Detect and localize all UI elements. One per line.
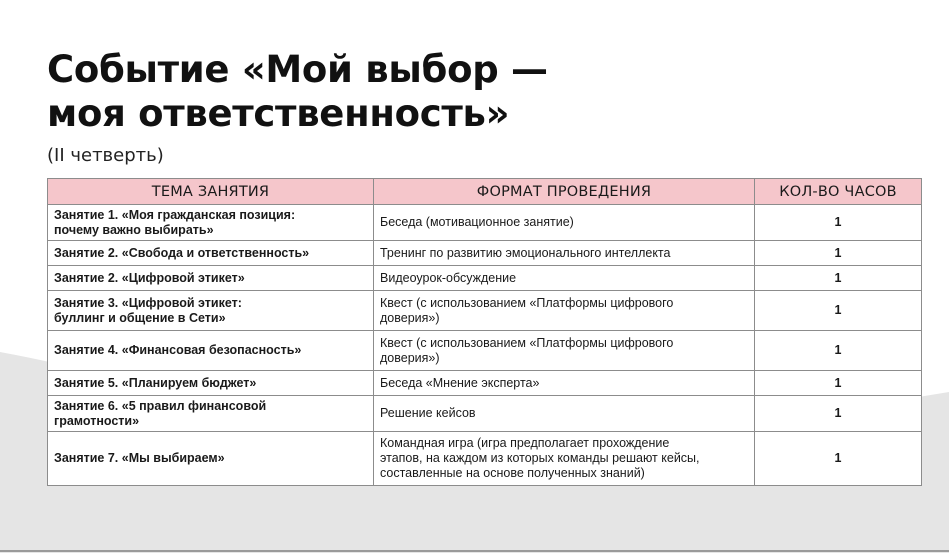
page-title <box>47 48 548 136</box>
header-hours: КОЛ-ВО ЧАСОВ <box>755 179 922 205</box>
table-header-row <box>48 179 922 205</box>
title-line-1: Событие «Мой выбор — <box>47 48 548 91</box>
header-format: ФОРМАТ ПРОВЕДЕНИЯ <box>374 179 755 205</box>
format-cell-line: Решение кейсов <box>380 406 476 420</box>
topic-cell-line: Занятие 7. «Мы выбираем» <box>54 451 225 465</box>
hours-cell: 1 <box>755 266 922 291</box>
table-row <box>48 396 922 432</box>
format-cell <box>374 432 755 486</box>
format-cell-line: доверия») <box>380 310 440 325</box>
format-cell <box>374 331 755 371</box>
format-cell-line: Тренинг по развитию эмоционального интеллекта <box>380 245 671 260</box>
schedule-table <box>47 178 922 486</box>
hours-cell: 1 <box>755 396 922 432</box>
topic-cell-line: Занятие 4. «Финансовая безопасность» <box>54 343 302 357</box>
topic-cell <box>48 396 374 432</box>
table-row <box>48 241 922 266</box>
hours-cell: 1 <box>755 432 922 486</box>
topic-cell-line: Занятие 2. «Свобода и ответственность» <box>54 245 310 260</box>
topic-cell-line: Занятие 3. «Цифровой этикет: <box>54 295 242 310</box>
hours-cell: 1 <box>755 205 922 241</box>
topic-cell-line: Занятие 5. «Планируем бюджет» <box>54 375 257 390</box>
topic-cell <box>48 241 374 266</box>
topic-cell-line: буллинг и общение в Сети» <box>54 310 226 325</box>
format-cell-line: Квест (с использованием «Платформы цифрового <box>380 335 674 350</box>
topic-cell-line: Занятие 2. «Цифровой этикет» <box>54 270 245 285</box>
subtitle-quarter: (II четверть) <box>47 145 164 166</box>
format-cell <box>374 291 755 331</box>
format-cell <box>374 371 755 396</box>
table-row <box>48 291 922 331</box>
header-topic: ТЕМА ЗАНЯТИЯ <box>48 179 374 205</box>
format-cell-line: этапов, на каждом из которых команды решают кейсы, <box>380 451 700 465</box>
format-cell-line: Беседа «Мнение эксперта» <box>380 375 540 390</box>
topic-cell <box>48 205 374 241</box>
table-body <box>48 205 922 486</box>
topic-cell-line: почему важно выбирать» <box>54 222 214 237</box>
format-cell-line: составленные на основе полученных знаний) <box>380 466 645 480</box>
title-line-2: моя ответственность» <box>47 92 510 135</box>
bottom-divider <box>0 550 949 552</box>
topic-cell <box>48 371 374 396</box>
topic-cell <box>48 331 374 371</box>
format-cell-line: Видеоурок-обсуждение <box>380 270 517 285</box>
table-row <box>48 331 922 371</box>
format-cell-line: доверия») <box>380 350 440 365</box>
hours-cell: 1 <box>755 291 922 331</box>
table-row <box>48 205 922 241</box>
topic-cell-line: Занятие 6. «5 правил финансовой <box>54 398 267 413</box>
format-cell <box>374 241 755 266</box>
format-cell-line: Квест (с использованием «Платформы цифрового <box>380 295 674 310</box>
table-row <box>48 432 922 486</box>
format-cell-line: Командная игра (игра предполагает прохождение <box>380 436 670 450</box>
table-row <box>48 371 922 396</box>
topic-cell-line: грамотности» <box>54 413 140 428</box>
format-cell <box>374 396 755 432</box>
format-cell-line: Беседа (мотивационное занятие) <box>380 215 574 229</box>
topic-cell <box>48 266 374 291</box>
hours-cell: 1 <box>755 241 922 266</box>
hours-cell: 1 <box>755 371 922 396</box>
topic-cell-line: Занятие 1. «Моя гражданская позиция: <box>54 207 296 222</box>
topic-cell <box>48 291 374 331</box>
format-cell <box>374 266 755 291</box>
table-row <box>48 266 922 291</box>
topic-cell <box>48 432 374 486</box>
hours-cell: 1 <box>755 331 922 371</box>
format-cell <box>374 205 755 241</box>
